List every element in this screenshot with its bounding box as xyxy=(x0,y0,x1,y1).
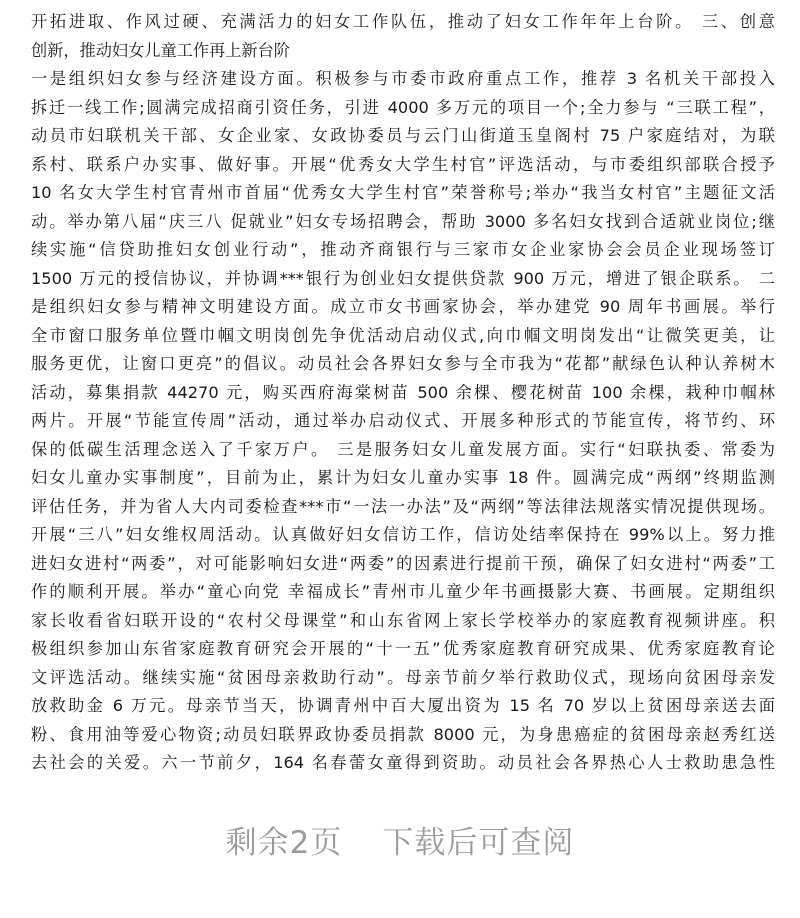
document-text-line: 评估任务，并为省人大内司委检查***市“一法一办法”及“两纲”等法律法规落实情况提供现场。 xyxy=(31,496,775,516)
document-text-line: 去社会的关爱。六一节前夕，164 名春蕾女童得到资助。动员社会各界热心人士救助患急性 xyxy=(31,753,775,772)
document-text-line: 全市窗口服务单位暨巾帼文明岗创先争优活动启动仪式,向巾帼文明岗发出“让微笑更美，让 xyxy=(31,325,775,345)
document-text-line: 一是组织妇女参与经济建设方面。积极参与市委市政府重点工作，推荐 3 名机关干部投入 xyxy=(31,69,775,88)
document-text-line: 是组织妇女参与精神文明建设方面。成立市女书画家协会，举办建党 90 周年书画展。举行 xyxy=(31,297,775,316)
document-text-line: 10 名女大学生村官青州市首届“优秀女大学生村官”荣誉称号;举办“我当女村官”主题征文活 xyxy=(31,183,775,202)
document-text-line: 极组织参加山东省家庭教育研究会开展的“十一五”优秀家庭教育研究成果、优秀家庭教育论 xyxy=(31,639,775,658)
document-text-line: 作的顺利开展。举办“童心向党 幸福成长”青州市儿童少年书画摄影大赛、书画展。定期组织 xyxy=(31,582,775,601)
document-text-line: 开拓进取、作风过硬、充满活力的妇女工作队伍，推动了妇女工作年年上台阶。 三、创意 xyxy=(31,12,775,31)
download-hint-label: 下载后可查阅 xyxy=(382,825,575,861)
remaining-pages-banner[interactable] xyxy=(0,815,800,871)
document-text-line: 两片。开展“节能宣传周”活动，通过举办启动仪式、开展多种形式的节能宣传，将节约、环 xyxy=(31,411,775,430)
document-text-line: 开展“三八”妇女维权周活动。认真做好妇女信访工作，信访处结率保持在 99%以上。努力推 xyxy=(31,525,775,544)
document-text-line: 文评选活动。继续实施“贫困母亲救助行动”。母亲节前夕举行救助仪式，现场向贫困母亲发 xyxy=(31,667,775,687)
document-text-line: 动。举办第八届“庆三八 促就业”妇女专场招聘会，帮助 3000 多名妇女找到合适就业岗位;继 xyxy=(31,211,775,231)
document-body xyxy=(31,8,775,778)
document-text-line: 进妇女进村“两委”，对可能影响妇女进“两委”的因素进行提前干预，确保了妇女进村“两委”工 xyxy=(31,553,775,573)
document-text-line: 活动，募集捐款 44270 元，购买西府海棠树苗 500 余棵、樱花树苗 100 余棵，栽种巾帼林 xyxy=(31,382,775,402)
document-text-line: 保的低碳生活理念送入了千家万户。 三是服务妇女儿童发展方面。实行“妇联执委、常委为 xyxy=(31,439,775,459)
document-text-line: 妇女儿童办实事制度”，目前为止，累计为妇女儿童办实事 18 件。圆满完成“两纲”终期监测 xyxy=(31,468,775,487)
document-text-line: 拆迁一线工作;圆满完成招商引资任务，引进 4000 多万元的项目一个;全力参与 “三联工程”， xyxy=(31,97,775,117)
document-text-line: 家长收看省妇联开设的“农村父母课堂”和山东省网上家长学校举办的家庭教育视频讲座。积 xyxy=(31,610,775,630)
remaining-pages-label: 剩余2页 xyxy=(225,825,343,861)
document-text-line: 系村、联系户办实事、做好事。开展“优秀女大学生村官”评选活动，与市委组织部联合授予 xyxy=(31,154,775,174)
document-text-line: 粉、食用油等爱心物资;动员妇联界政协委员捐款 8000 元，为身患癌症的贫困母亲赵秀红送 xyxy=(31,724,775,744)
document-text-line: 放救助金 6 万元。母亲节当天，协调青州中百大厦出资为 15 名 70 岁以上贫困母亲送去面 xyxy=(31,696,775,715)
document-text-line: 服务更优，让窗口更亮”的倡议。动员社会各界妇女参与全市我为“花都”献绿色认种认养树木 xyxy=(31,354,775,373)
document-text-line: 创新，推动妇女儿童工作再上新台阶 xyxy=(31,40,290,60)
document-text-line: 动员市妇联机关干部、女企业家、女政协委员与云门山街道玉皇阁村 75 户家庭结对，为联 xyxy=(31,126,775,145)
document-text-line: 续实施“信贷助推妇女创业行动”，推动齐商银行与三家市女企业家协会会员企业现场签订 xyxy=(31,240,775,259)
document-text-line: 1500 万元的授信协议，并协调***银行为创业妇女提供贷款 900 万元，增进了银企联系。 二 xyxy=(31,268,775,288)
